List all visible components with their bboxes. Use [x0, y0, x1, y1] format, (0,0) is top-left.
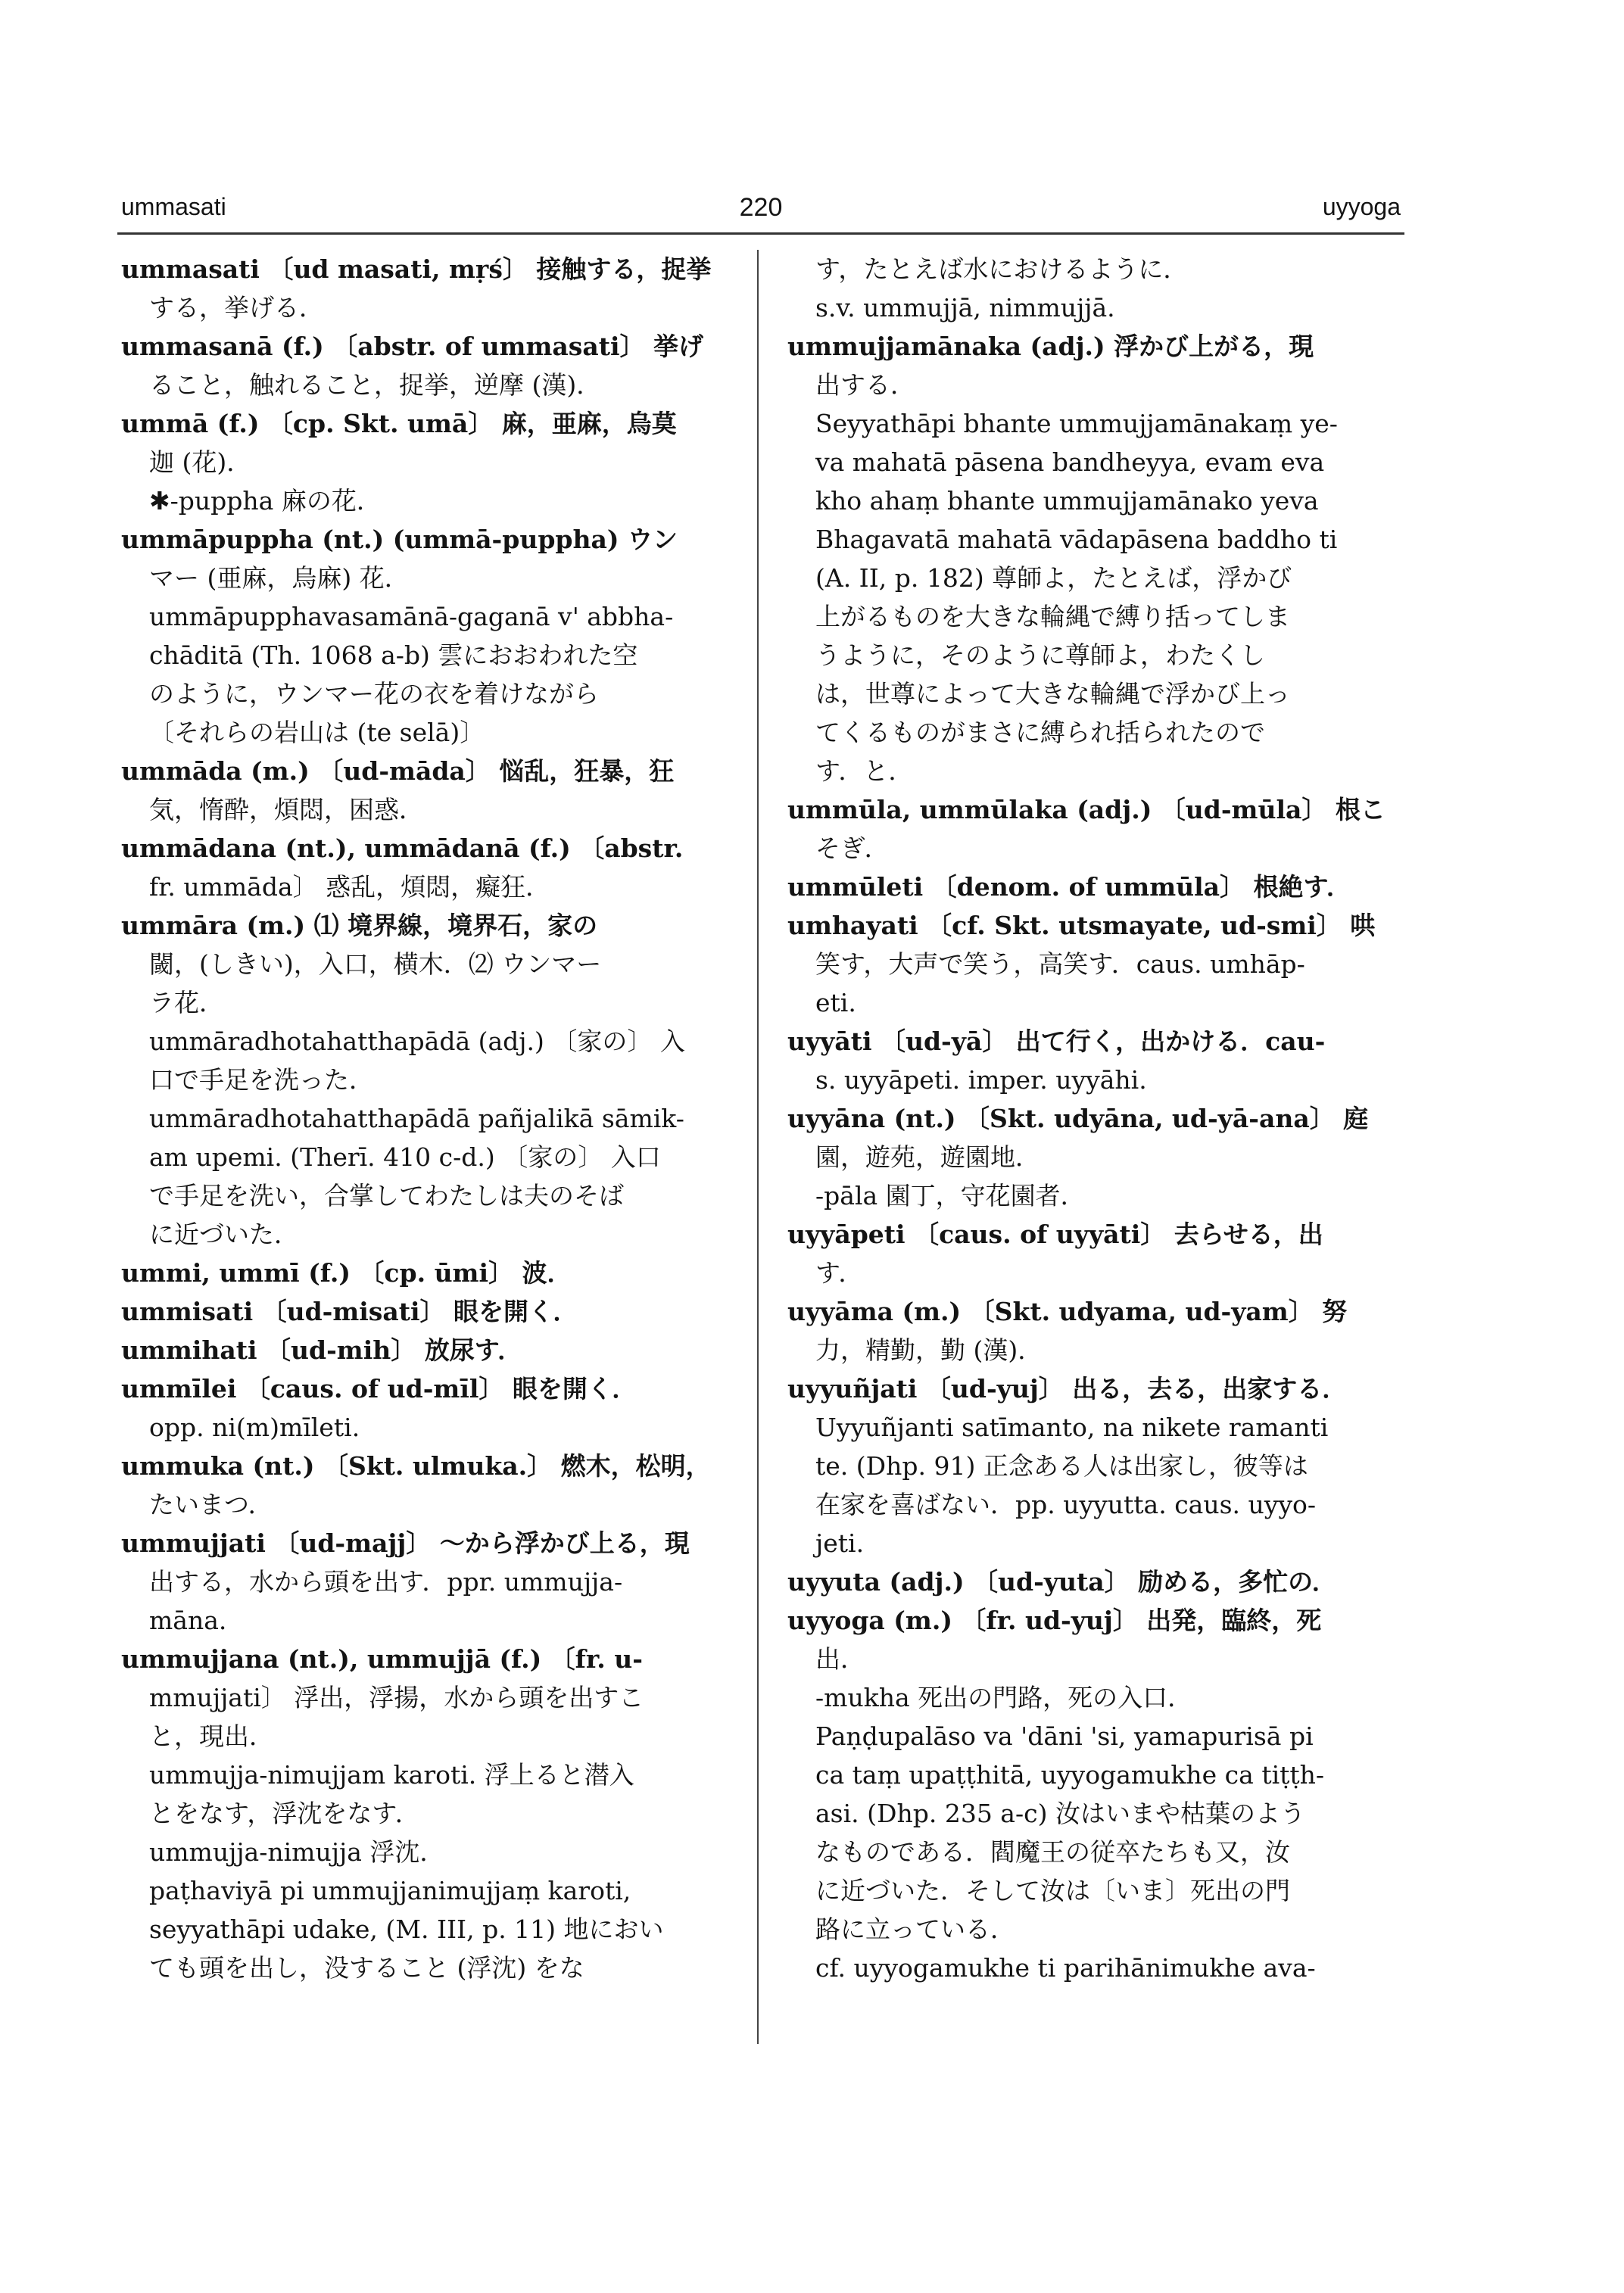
entry-headline [787, 906, 1408, 945]
line-text: uyyāti 〔ud-yā〕 出て行く，出かける．cau- [787, 1027, 1326, 1056]
entry-line [121, 713, 742, 752]
entry-line [787, 1408, 1408, 1447]
line-text: fr. ummāda〕 惑乱，煩悶，癡狂． [149, 872, 551, 902]
entry-line [121, 1215, 742, 1254]
line-text: ummāradhotahatthapādā (adj.) 〔家の〕 入 [149, 1027, 685, 1056]
entry-line [787, 829, 1408, 868]
line-text: 閾，(しきい)，入口，横木．⑵ ウンマー [149, 949, 602, 979]
line-text: は，世尊によって大きな輪縄で浮かび上っ [815, 679, 1290, 709]
line-text: māna. [149, 1606, 227, 1635]
line-text: する，挙げる． [149, 293, 324, 322]
entry-line [121, 288, 742, 327]
entry-line [787, 945, 1408, 983]
entry-line [787, 1756, 1408, 1794]
entry-headline [787, 1022, 1408, 1061]
line-text: uyyuñjati 〔ud-yuj〕 出る，去る，出家する． [787, 1374, 1348, 1404]
entry-line [121, 1678, 742, 1717]
entry-line [121, 1138, 742, 1176]
line-text: ummāra (m.) ⑴ 境界線，境界石，家の [121, 911, 598, 940]
entry-headline [787, 1562, 1408, 1601]
entry-headline [787, 1099, 1408, 1138]
line-text: chāditā (Th. 1068 a-b) 雲におおわれた空 [149, 640, 638, 670]
right-column [787, 250, 1408, 1987]
entry-line [121, 1176, 742, 1215]
entry-line [787, 1910, 1408, 1949]
entry-line [121, 1099, 742, 1138]
entry-line [121, 1717, 742, 1756]
entry-line [787, 1794, 1408, 1833]
line-text: ummīlei 〔caus. of ud-mīl〕 眼を開く． [121, 1374, 637, 1404]
entry-line [121, 1601, 742, 1640]
line-text: ummasanā (f.) 〔abstr. of ummasati〕 挙げ [121, 332, 704, 361]
line-text: 〔それらの岩山は (te selā)〕 [149, 718, 485, 747]
entry-line [121, 945, 742, 983]
entry-line [787, 983, 1408, 1022]
entry-headline [787, 790, 1408, 829]
entry-line [121, 1408, 742, 1447]
entry-headline [121, 327, 742, 366]
line-text: s.v. ummujjā, nimmujjā. [815, 293, 1115, 322]
line-text: Seyyathāpi bhante ummujjamānakaṃ ye- [815, 409, 1338, 438]
line-text: ても頭を出し，没すること (浮沈) をな [149, 1953, 584, 1983]
entry-line [787, 1949, 1408, 1987]
entry-line [121, 868, 742, 906]
entry-line [787, 1061, 1408, 1099]
line-text: 在家を喜ばない．pp. uyyutta. caus. uyyo- [815, 1490, 1317, 1519]
line-text: (A. II, p. 182) 尊師よ，たとえば，浮かび [815, 563, 1292, 593]
entry-line [787, 288, 1408, 327]
entry-line [787, 404, 1408, 443]
line-text: am upemi. (Therī. 410 c-d.) 〔家の〕 入口 [149, 1142, 661, 1172]
line-text: s. uyyāpeti. imper. uyyāhi. [815, 1065, 1147, 1095]
entry-line [787, 1447, 1408, 1485]
entry-line [121, 1833, 742, 1871]
line-text: ummihati 〔ud-mih〕 放尿す． [121, 1335, 523, 1365]
entry-line [121, 481, 742, 520]
entry-headline [787, 327, 1408, 366]
line-text: uyyāma (m.) 〔Skt. udyama, ud-yam〕 努 [787, 1297, 1348, 1326]
entry-headline [787, 1601, 1408, 1640]
entry-line [787, 1176, 1408, 1215]
line-text: te. (Dhp. 91) 正念ある人は出家し，彼等は [815, 1451, 1308, 1481]
entry-line [787, 443, 1408, 481]
entry-line [121, 790, 742, 829]
entry-headline [121, 250, 742, 288]
line-text: に近づいた．そして汝は〔いま〕死出の門 [815, 1876, 1290, 1905]
entry-line [787, 481, 1408, 520]
entry-line [787, 1678, 1408, 1717]
entry-headline [121, 404, 742, 443]
line-text: たいまつ． [149, 1490, 273, 1519]
entry-headline [121, 1369, 742, 1408]
entry-line [787, 1138, 1408, 1176]
line-text: ラ花． [149, 988, 224, 1017]
entry-headline [787, 868, 1408, 906]
entry-line [121, 1485, 742, 1524]
line-text: 笑す，大声で笑う，高笑す．caus. umhāp- [815, 949, 1305, 979]
line-text: 力，精勤，勤 (漢)． [815, 1335, 1043, 1365]
line-text: 上がるものを大きな輪縄で縛り括ってしま [815, 602, 1290, 631]
entry-line [787, 1485, 1408, 1524]
line-text: うように，そのように尊師よ，わたくし [815, 640, 1265, 670]
line-text: uyyāpeti 〔caus. of uyyāti〕 去らせる，出 [787, 1220, 1323, 1249]
entry-line [121, 1756, 742, 1794]
line-text: ummāpuppha (nt.) (ummā-puppha) ウン [121, 525, 678, 554]
line-text: jeti. [815, 1528, 865, 1558]
line-text: ummūleti 〔denom. of ummūla〕 根絶す． [787, 872, 1351, 902]
line-text: opp. ni(m)mīleti. [149, 1413, 360, 1442]
line-text: -pāla 園丁，守花園者． [815, 1181, 1086, 1210]
entry-line [787, 675, 1408, 713]
line-text: ummādana (nt.), ummādanā (f.) 〔abstr. [121, 833, 684, 863]
line-text: ummuka (nt.) 〔Skt. ulmuka.〕 燃木，松明， [121, 1451, 711, 1481]
line-text: ummā (f.) 〔cp. Skt. umā〕 麻，亜麻，烏莫 [121, 409, 677, 438]
line-text: とをなす，浮沈をなす． [149, 1799, 420, 1828]
running-head-right: uyyoga [1322, 193, 1401, 220]
entry-line [787, 520, 1408, 559]
entry-line [787, 366, 1408, 404]
header-rule [117, 232, 1404, 235]
entry-line [787, 1331, 1408, 1369]
line-text: ること，触れること，捉挙，逆摩 (漢)． [149, 370, 602, 400]
line-text: Paṇḍupalāso va 'dāni 'si, yamapurisā pi [815, 1721, 1314, 1751]
line-text: umhayati 〔cf. Skt. utsmayate, ud-smi〕 哄 [787, 911, 1376, 940]
line-text: ummūla, ummūlaka (adj.) 〔ud-mūla〕 根こ [787, 795, 1386, 824]
line-text: ummujjati 〔ud-majj〕 〜から浮かび上る，現 [121, 1528, 690, 1558]
line-text: 口で手足を洗った． [149, 1065, 374, 1095]
line-text: ummāda (m.) 〔ud-māda〕 悩乱，狂暴，狂 [121, 756, 675, 786]
line-text: va mahatā pāsena bandheyya, evam eva [815, 447, 1325, 477]
running-head-left: ummasati [121, 193, 226, 220]
entry-headline [121, 1524, 742, 1562]
entry-line [121, 1949, 742, 1987]
entry-line [787, 1833, 1408, 1871]
column-divider [757, 250, 759, 2044]
entry-headline [787, 1369, 1408, 1408]
line-text: ummi, ummī (f.) 〔cp. ūmi〕 波． [121, 1258, 572, 1288]
entry-line [787, 1524, 1408, 1562]
line-text: kho ahaṃ bhante ummujjamānako yeva [815, 486, 1319, 516]
line-text: seyyathāpi udake, (M. III, p. 11) 地におい [149, 1914, 664, 1944]
entry-headline [121, 1292, 742, 1331]
line-text: 出する，水から頭を出す．ppr. ummujja- [149, 1567, 623, 1597]
entry-line [121, 1022, 742, 1061]
line-text: ca taṃ upaṭṭhitā, uyyogamukhe ca tiṭṭh- [815, 1760, 1325, 1790]
entry-line [787, 1871, 1408, 1910]
entry-line [121, 1794, 742, 1833]
line-text: なものである．閻魔王の従卒たちも又，汝 [815, 1837, 1290, 1867]
entry-line [121, 366, 742, 404]
entry-headline [121, 1640, 742, 1678]
line-text: paṭhaviyā pi ummujjanimujjaṃ karoti, [149, 1876, 631, 1905]
line-text: 路に立っている． [815, 1914, 1015, 1944]
entry-line [121, 1562, 742, 1601]
line-text: てくるものがまさに縛られ括られたので [815, 718, 1265, 747]
entry-line [121, 636, 742, 675]
entry-line [121, 983, 742, 1022]
line-text: ummisati 〔ud-misati〕 眼を開く． [121, 1297, 578, 1326]
page-number: 220 [739, 193, 783, 222]
left-column [121, 250, 742, 1987]
line-text: 迦 (花)． [149, 447, 252, 477]
line-text: ummujja-nimujja 浮沈． [149, 1837, 445, 1867]
line-text: ummujjamānaka (adj.) 浮かび上がる，現 [787, 332, 1314, 361]
line-text: のように，ウンマー花の衣を着けながら [149, 679, 599, 709]
entry-line [787, 1640, 1408, 1678]
line-text: -mukha 死出の門路，死の入口． [815, 1683, 1193, 1712]
line-text: で手足を洗い，合掌してわたしは夫のそば [149, 1181, 624, 1210]
entry-headline [121, 829, 742, 868]
line-text: ummasati 〔ud masati, mṛś〕 接触する，捉挙 [121, 254, 712, 284]
line-text: uyyoga (m.) 〔fr. ud-yuj〕 出発，臨終，死 [787, 1606, 1322, 1635]
entry-headline [121, 752, 742, 790]
line-text: uyyāna (nt.) 〔Skt. udyāna, ud-yā-ana〕 庭 [787, 1104, 1369, 1133]
entry-line [787, 597, 1408, 636]
entry-headline [787, 1292, 1408, 1331]
line-text: に近づいた． [149, 1220, 299, 1249]
entry-headline [787, 1215, 1408, 1254]
entry-line [121, 1871, 742, 1910]
entry-line [787, 636, 1408, 675]
entry-line [787, 752, 1408, 790]
line-text: mmujjati〕 浮出，浮揚，水から頭を出すこ [149, 1683, 644, 1712]
line-text: ummujja-nimujjam karoti. 浮上ると潜入 [149, 1760, 634, 1790]
line-text: 出． [815, 1644, 865, 1674]
entry-headline [121, 906, 742, 945]
line-text: cf. uyyogamukhe ti parihānimukhe ava- [815, 1953, 1316, 1983]
line-text: Uyyuñjanti satīmanto, na nikete ramanti [815, 1413, 1329, 1442]
entry-headline [121, 1447, 742, 1485]
line-text: 出する． [815, 370, 915, 400]
page-header [121, 193, 1401, 238]
line-text: ummāpupphavasamānā-gaganā v' abbha- [149, 602, 674, 631]
line-text: す，たとえば水におけるように． [815, 254, 1189, 284]
entry-line [787, 1254, 1408, 1292]
entry-line [121, 1061, 742, 1099]
line-text: uyyuta (adj.) 〔ud-yuta〕 励める，多忙の． [787, 1567, 1337, 1597]
entry-line [787, 250, 1408, 288]
entry-line [121, 675, 742, 713]
line-text: マー (亜麻，烏麻) 花． [149, 563, 410, 593]
line-text: す． [815, 1258, 864, 1288]
entry-headline [121, 1254, 742, 1292]
line-text: ummujjana (nt.), ummujjā (f.) 〔fr. u- [121, 1644, 643, 1674]
entry-line [121, 1910, 742, 1949]
entry-line [787, 713, 1408, 752]
entry-line [121, 597, 742, 636]
entry-line [787, 559, 1408, 597]
line-text: そぎ． [815, 833, 890, 863]
line-text: ummāradhotahatthapādā pañjalikā sāmik- [149, 1104, 684, 1133]
entry-headline [121, 520, 742, 559]
line-text: す．と． [815, 756, 914, 786]
line-text: と，現出． [149, 1721, 274, 1751]
line-text: Bhagavatā mahatā vādapāsena baddho ti [815, 525, 1338, 554]
line-text: eti. [815, 988, 856, 1017]
line-text: 園，遊苑，遊園地． [815, 1142, 1040, 1172]
entry-line [121, 559, 742, 597]
line-text: asi. (Dhp. 235 a-c) 汝はいまや枯葉のよう [815, 1799, 1305, 1828]
line-text: ✱-puppha 麻の花． [149, 486, 382, 516]
line-text: 気，惰酔，煩悶，困惑． [149, 795, 424, 824]
entry-headline [121, 1331, 742, 1369]
entry-line [121, 443, 742, 481]
entry-line [787, 1717, 1408, 1756]
